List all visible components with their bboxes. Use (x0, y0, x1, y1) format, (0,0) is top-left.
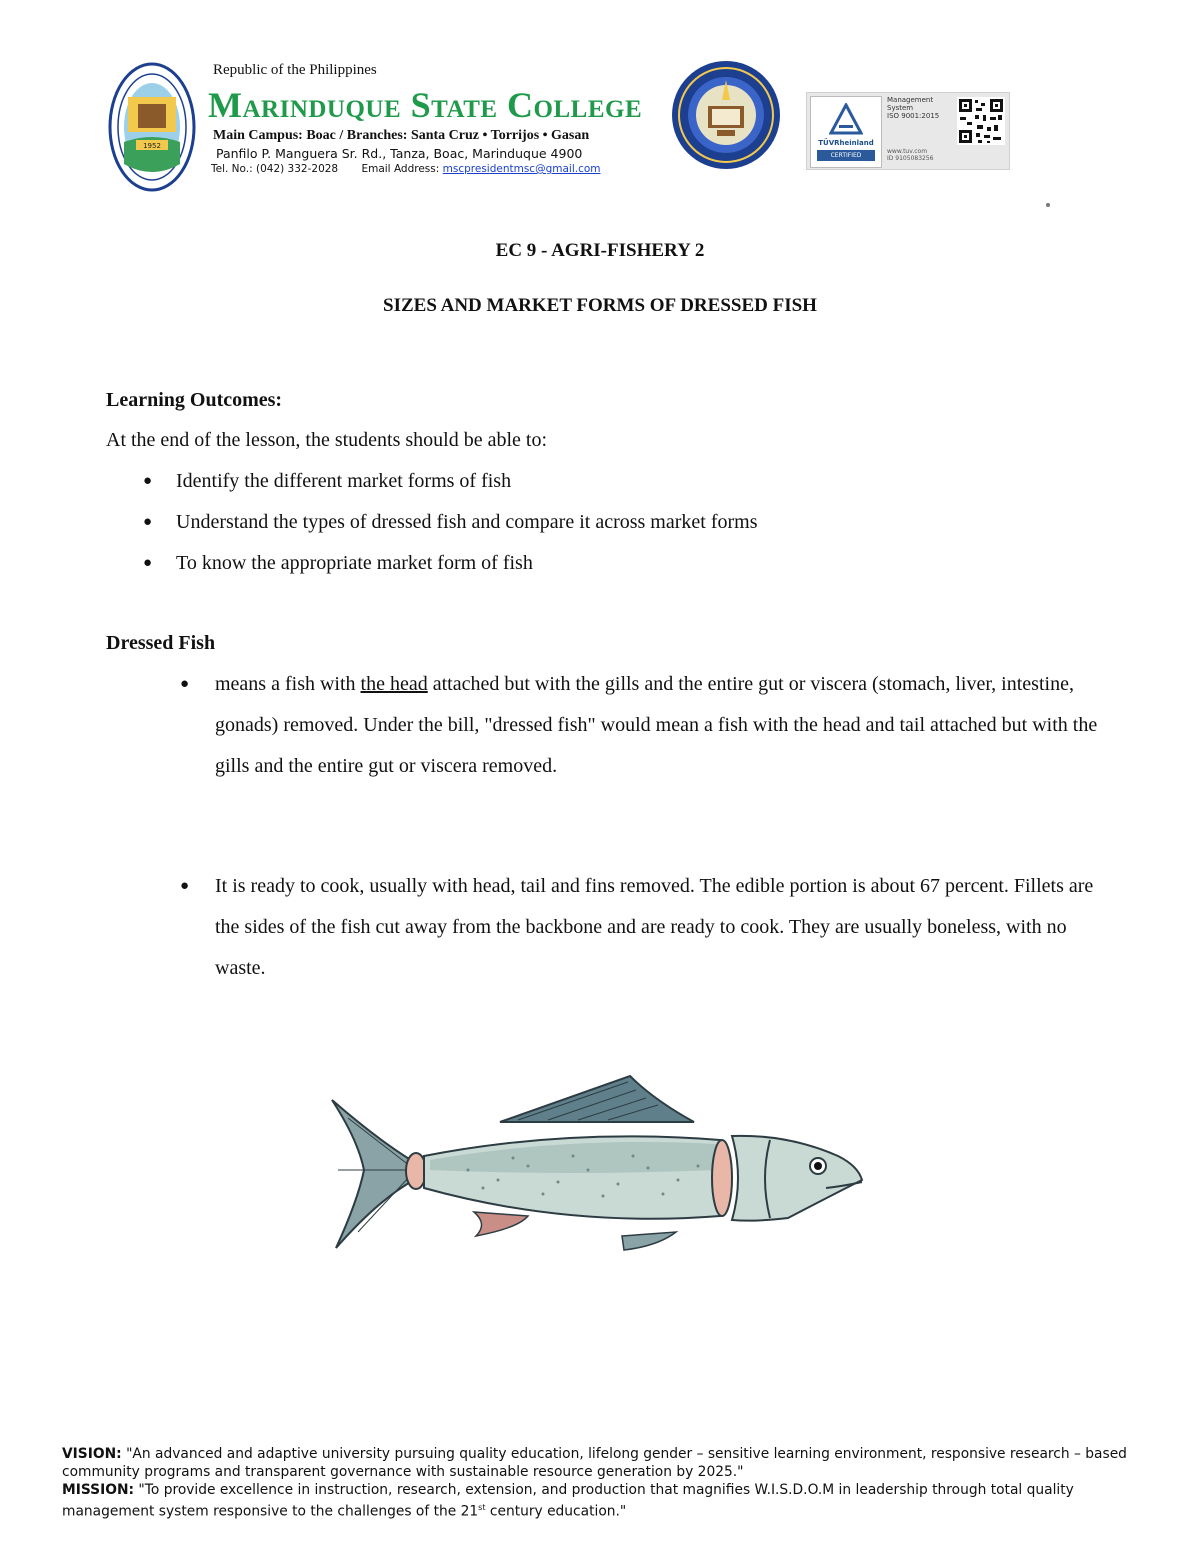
description-text: It is ready to cook, usually with head, tail and fins removed. The edible portion is about 67 percent. Fillets are the sides of the fish cut away from the backbone and are ready to cook. They are usually boneless, with no waste. (215, 875, 1094, 979)
cert-line-3: ISO 9001:2015 (887, 112, 940, 120)
outcome-text: Understand the types of dressed fish and compare it across market forms (176, 511, 758, 533)
bullet-icon: ● (143, 514, 153, 530)
definition-pre: means a fish with (215, 673, 361, 695)
address-line: Panfilo P. Manguera Sr. Rd., Tanza, Boac, Marinduque 4900 (216, 146, 583, 161)
iso-certification-badge (806, 92, 1010, 170)
definition-underlined: the head (360, 673, 428, 695)
vision-label: VISION: (62, 1446, 122, 1462)
college-name-text: Marinduque State College (208, 85, 643, 125)
republic-label: Republic of the Philippines (213, 62, 377, 78)
cert-id: ID 9105083256 (887, 155, 934, 162)
cert-line-2: System (887, 104, 914, 112)
topic-title: SIZES AND MARKET FORMS OF DRESSED FISH (383, 295, 817, 316)
dressed-fish-heading: Dressed Fish (106, 632, 216, 654)
tuv-triangle-icon (829, 103, 863, 135)
cert-web (887, 148, 933, 162)
cert-website: www.tuv.com (887, 148, 928, 155)
definition-post: attached but with the gills and the entire gut or viscera (stomach, liver, intestine, gonads) removed. Under the bill, "dressed fish" would mean a fish with the head and tail attached but with the gills and the entire gut or viscera removed. (215, 673, 1098, 777)
vision-mission-footer (62, 1445, 1140, 1521)
tel-number: Tel. No.: (042) 332-2028 (211, 163, 339, 175)
course-title: EC 9 - AGRI-FISHERY 2 (495, 240, 705, 261)
mission-label: MISSION: (62, 1482, 135, 1498)
vision-text: "An advanced and adaptive university pursuing quality education, lifelong gender – sensitive learning environment, responsive research – based community programs and transparent governance with sustainable resource generation by 2025." (62, 1446, 1127, 1480)
bullet-icon: ● (143, 473, 153, 489)
outcome-item (143, 511, 758, 534)
mission-sup: st (478, 1503, 486, 1512)
outcome-item (143, 470, 511, 493)
marinduque-state-college-seal (108, 62, 196, 192)
college-name (208, 84, 642, 126)
outcome-text: Identify the different market forms of fish (176, 470, 512, 492)
bullet-icon: ● (180, 878, 190, 894)
vision-statement (62, 1445, 1140, 1481)
dressed-fish-definition (180, 664, 1110, 787)
campus-line: Main Campus: Boac / Branches: Santa Cruz • Torrijos • Gasan (213, 128, 590, 143)
mission-statement (62, 1481, 1140, 1521)
bullet-icon: ● (180, 676, 190, 692)
qr-code-icon (957, 97, 1005, 145)
bullet-icon: ● (143, 555, 153, 571)
mission-text-pre: "To provide excellence in instruction, research, extension, and production that magnifies W.I.S.D.O.M in leadership through total quality management system responsive to the challenges of the 21 (62, 1482, 1074, 1520)
svg-text:1952: 1952 (143, 142, 161, 150)
cert-line-1: Management (887, 96, 934, 104)
cert-text (887, 96, 957, 120)
dressed-fish-illustration (318, 1070, 878, 1280)
certified-badge: CERTIFIED (817, 150, 875, 161)
tuv-logo (810, 96, 882, 168)
contact-line (211, 163, 601, 175)
stray-dot (1046, 203, 1050, 207)
outcome-text: To know the appropriate market form of fish (176, 552, 533, 574)
school-of-education-logo (670, 58, 782, 173)
outcomes-intro: At the end of the lesson, the students should be able to: (106, 429, 548, 451)
mission-text-post: century education." (485, 1503, 627, 1520)
definition-text (215, 664, 1110, 787)
tuv-brand: TÜVRheinland (818, 139, 874, 147)
outcomes-heading: Learning Outcomes: (106, 389, 283, 411)
email-link[interactable]: mscpresidentmsc@gmail.com (442, 163, 601, 175)
email-label: Email Address: (361, 163, 440, 175)
outcome-item (143, 552, 533, 575)
dressed-fish-description (180, 866, 1110, 989)
